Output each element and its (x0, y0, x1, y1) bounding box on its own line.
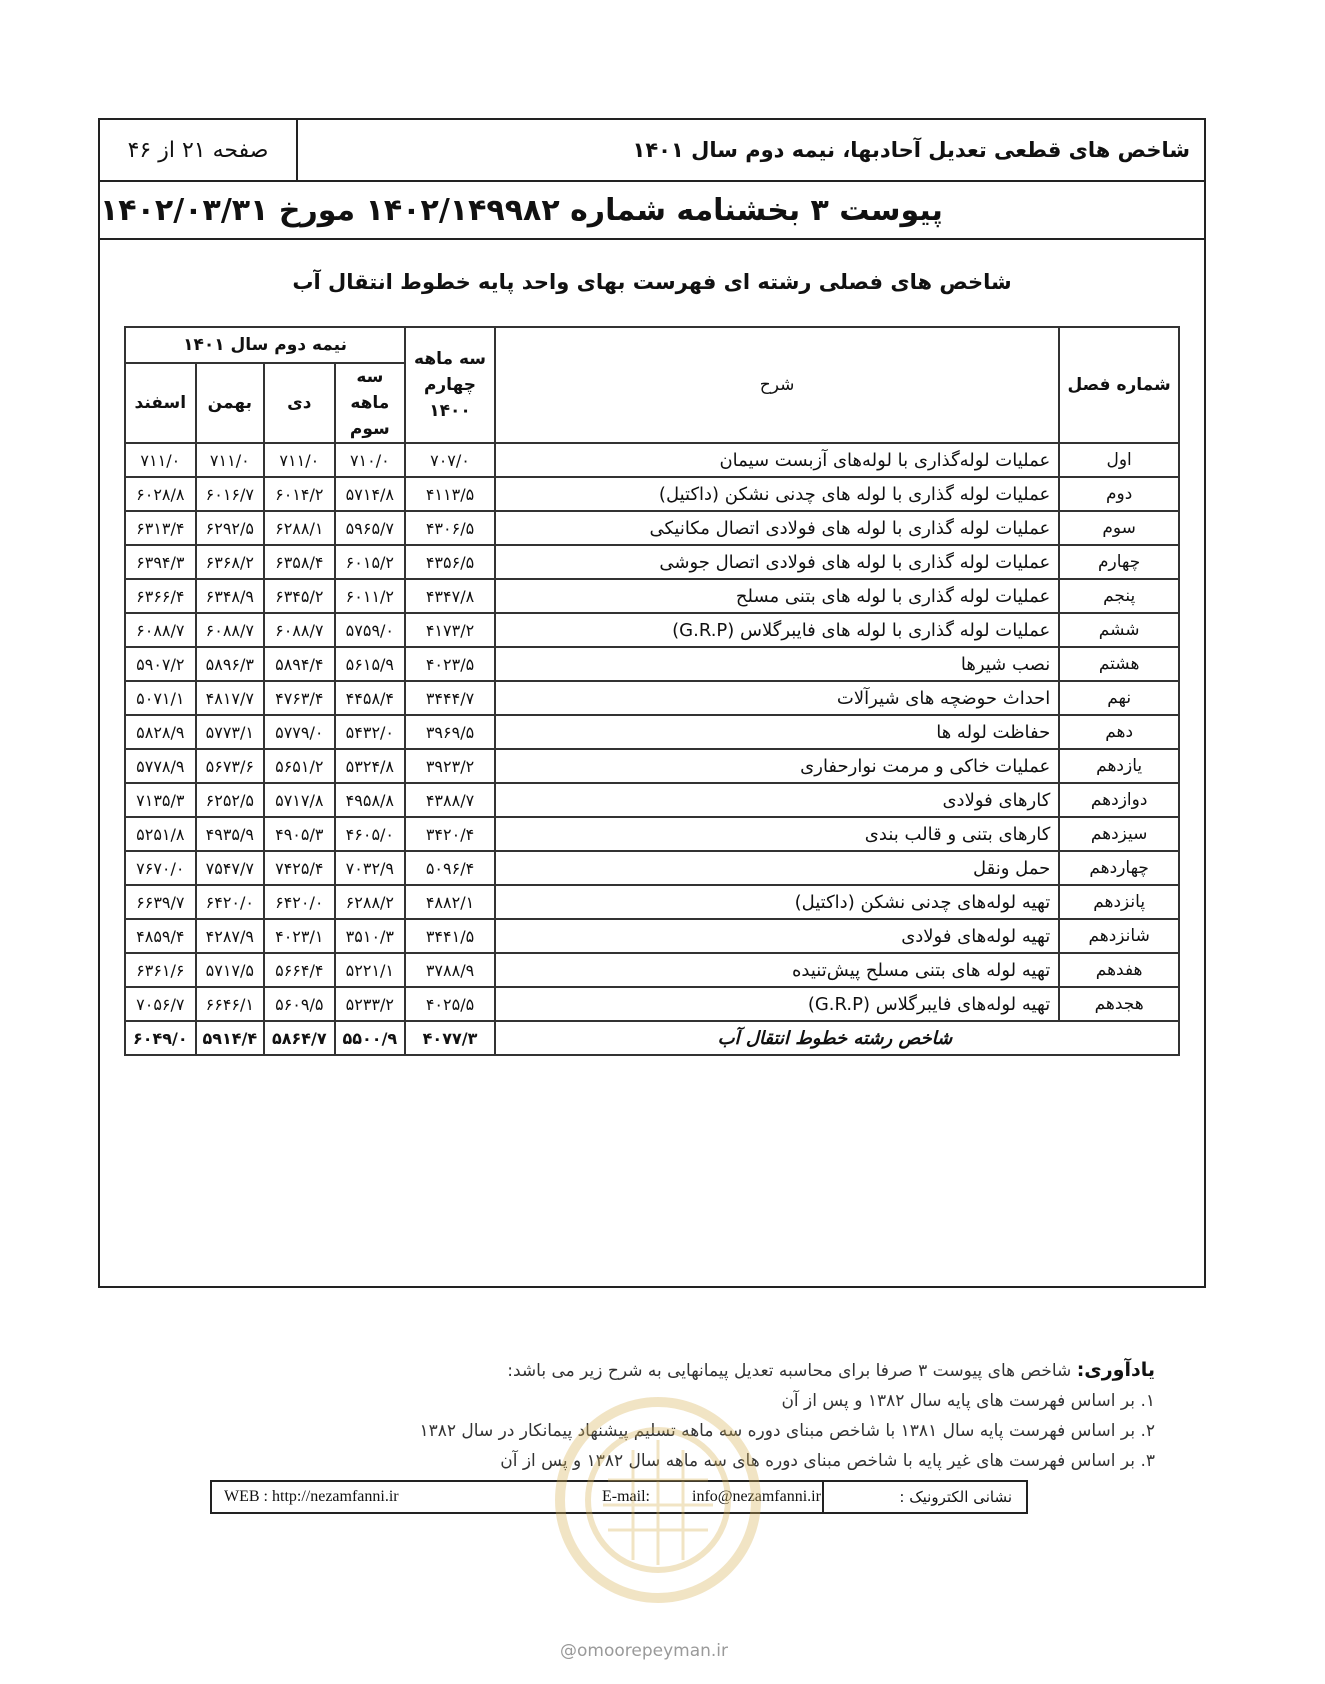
cell-desc: عملیات لوله گذاری با لوله های فولادی اتصال جوشی (495, 545, 1059, 579)
note-item: ۳. بر اساس فهرست های غیر پایه با شاخص مبنای دوره های سه ماهه سال ۱۳۸۲ و پس از آن (500, 1451, 1155, 1471)
table-row (125, 511, 1179, 545)
cell-bahman: ۶۲۹۲/۵ (196, 511, 264, 545)
cell-bahman: ۵۸۹۶/۳ (196, 647, 264, 681)
cell-dey: ۶۲۸۸/۱ (264, 511, 335, 545)
cell-dey: ۶۴۲۰/۰ (264, 885, 335, 919)
cell-bahman: ۶۲۵۲/۵ (196, 783, 264, 817)
cell-dey: ۵۷۷۹/۰ (264, 715, 335, 749)
cell-bahman: ۶۶۴۶/۱ (196, 987, 264, 1021)
index-table (124, 326, 1180, 1056)
cell-q4: ۴۳۰۶/۵ (405, 511, 495, 545)
col-q4-header: سه ماهه چهارم ۱۴۰۰ (405, 327, 495, 443)
cell-bahman: ۶۰۸۸/۷ (196, 613, 264, 647)
cell-dey: ۵۷۱۷/۸ (264, 783, 335, 817)
cell-desc: تهیه لوله‌های فولادی (495, 919, 1059, 953)
cell-bahman: ۴۲۸۷/۹ (196, 919, 264, 953)
cell-desc: عملیات لوله گذاری با لوله های چدنی نشکن (داکتیل) (495, 477, 1059, 511)
cell-q4: ۴۳۴۷/۸ (405, 579, 495, 613)
cell-desc: کارهای بتنی و قالب بندی (495, 817, 1059, 851)
cell-ch: شانزدهم (1059, 919, 1179, 953)
cell-esfand: ۶۳۱۳/۴ (125, 511, 196, 545)
cell-q3: ۵۶۱۵/۹ (335, 647, 406, 681)
contact-label: نشانی الکترونیک : (822, 1482, 1026, 1512)
cell-desc: عملیات خاکی و مرمت نوارحفاری (495, 749, 1059, 783)
cell-desc: حمل ونقل (495, 851, 1059, 885)
total-dey: ۵۸۶۴/۷ (264, 1021, 335, 1055)
cell-desc: عملیات لوله گذاری با لوله های فولادی اتصال مکانیکی (495, 511, 1059, 545)
table-row (125, 647, 1179, 681)
cell-desc: نصب شیرها (495, 647, 1059, 681)
cell-dey: ۵۸۹۴/۴ (264, 647, 335, 681)
cell-desc: تهیه لوله‌های فایبرگلاس (G.R.P) (495, 987, 1059, 1021)
cell-dey: ۷۴۲۵/۴ (264, 851, 335, 885)
table-body (125, 443, 1179, 1055)
cell-ch: اول (1059, 443, 1179, 477)
col-bahman-header: بهمن (196, 363, 264, 443)
cell-bahman: ۵۷۷۳/۱ (196, 715, 264, 749)
cell-ch: هشتم (1059, 647, 1179, 681)
cell-q4: ۴۰۲۳/۵ (405, 647, 495, 681)
watermark-logo-icon (548, 1380, 768, 1610)
table-row (125, 715, 1179, 749)
cell-q3: ۵۲۳۳/۲ (335, 987, 406, 1021)
cell-bahman: ۷۱۱/۰ (196, 443, 264, 477)
cell-esfand: ۶۳۶۱/۶ (125, 953, 196, 987)
cell-q3: ۷۰۳۲/۹ (335, 851, 406, 885)
cell-ch: هفدهم (1059, 953, 1179, 987)
cell-bahman: ۴۸۱۷/۷ (196, 681, 264, 715)
cell-ch: نهم (1059, 681, 1179, 715)
cell-desc: تهیه لوله‌های چدنی نشکن (داکتیل) (495, 885, 1059, 919)
col-chapter-header: شماره فصل (1059, 327, 1179, 443)
total-q4: ۴۰۷۷/۳ (405, 1021, 495, 1055)
cell-ch: پنجم (1059, 579, 1179, 613)
cell-esfand: ۵۲۵۱/۸ (125, 817, 196, 851)
cell-q4: ۴۱۷۳/۲ (405, 613, 495, 647)
total-label: شاخص رشته خطوط انتقال آب (495, 1021, 1179, 1055)
cell-q4: ۷۰۷/۰ (405, 443, 495, 477)
cell-ch: پانزدهم (1059, 885, 1179, 919)
cell-q4: ۳۴۲۰/۴ (405, 817, 495, 851)
cell-desc: کارهای فولادی (495, 783, 1059, 817)
cell-ch: دهم (1059, 715, 1179, 749)
cell-q3: ۵۲۲۱/۱ (335, 953, 406, 987)
cell-q3: ۴۴۵۸/۴ (335, 681, 406, 715)
cell-desc: تهیه لوله های بتنی مسلح پیش‌تنیده (495, 953, 1059, 987)
cell-ch: یازدهم (1059, 749, 1179, 783)
table-row (125, 953, 1179, 987)
group-header: نیمه دوم سال ۱۴۰۱ (125, 327, 405, 363)
cell-q4: ۳۷۸۸/۹ (405, 953, 495, 987)
cell-q3: ۶۲۸۸/۲ (335, 885, 406, 919)
cell-bahman: ۶۳۶۸/۲ (196, 545, 264, 579)
col-q3-header: سه ماهه سوم (335, 363, 406, 443)
table-row (125, 987, 1179, 1021)
cell-esfand: ۵۰۷۱/۱ (125, 681, 196, 715)
cell-esfand: ۷۱۳۵/۳ (125, 783, 196, 817)
cell-q4: ۳۴۴۴/۷ (405, 681, 495, 715)
cell-ch: چهاردهم (1059, 851, 1179, 885)
cell-desc: عملیات لوله‌گذاری با لوله‌های آزبست سیمان (495, 443, 1059, 477)
document-title: شاخص های قطعی تعدیل آحادبها، نیمه دوم سال ۱۴۰۱ (632, 138, 1190, 162)
cell-bahman: ۵۷۱۷/۵ (196, 953, 264, 987)
table-row (125, 817, 1179, 851)
cell-dey: ۴۹۰۵/۳ (264, 817, 335, 851)
document-frame (98, 118, 1206, 1288)
notes-intro: شاخص های پیوست ۳ صرفا برای محاسبه تعدیل پیمانهایی به شرح زیر می باشد: (507, 1361, 1072, 1381)
cell-ch: سوم (1059, 511, 1179, 545)
cell-dey: ۴۰۲۳/۱ (264, 919, 335, 953)
cell-q3: ۷۱۰/۰ (335, 443, 406, 477)
cell-dey: ۴۷۶۳/۴ (264, 681, 335, 715)
cell-dey: ۶۳۴۵/۲ (264, 579, 335, 613)
table-row (125, 579, 1179, 613)
email-label: E-mail: (602, 1488, 650, 1505)
cell-ch: چهارم (1059, 545, 1179, 579)
note-item: ۱. بر اساس فهرست های پایه سال ۱۳۸۲ و پس از آن (781, 1391, 1155, 1411)
cell-bahman: ۶۴۲۰/۰ (196, 885, 264, 919)
cell-ch: سیزدهم (1059, 817, 1179, 851)
table-row (125, 613, 1179, 647)
cell-q3: ۶۰۱۱/۲ (335, 579, 406, 613)
table-row (125, 477, 1179, 511)
cell-esfand: ۷۰۵۶/۷ (125, 987, 196, 1021)
cell-q4: ۳۴۴۱/۵ (405, 919, 495, 953)
cell-q3: ۳۵۱۰/۳ (335, 919, 406, 953)
cell-esfand: ۶۰۲۸/۸ (125, 477, 196, 511)
web-address[interactable]: WEB : http://nezamfanni.ir (224, 1488, 399, 1505)
cell-esfand: ۶۰۸۸/۷ (125, 613, 196, 647)
cell-q3: ۵۷۱۴/۸ (335, 477, 406, 511)
cell-q3: ۵۷۵۹/۰ (335, 613, 406, 647)
cell-desc: احداث حوضچه های شیرآلات (495, 681, 1059, 715)
cell-dey: ۵۶۰۹/۵ (264, 987, 335, 1021)
cell-q4: ۵۰۹۶/۴ (405, 851, 495, 885)
cell-q4: ۴۳۸۸/۷ (405, 783, 495, 817)
annex-title-row (100, 182, 1204, 240)
cell-esfand: ۵۷۷۸/۹ (125, 749, 196, 783)
notes-lead: یادآوری: (1076, 1359, 1155, 1381)
col-desc-header: شرح (495, 327, 1059, 443)
table-row (125, 443, 1179, 477)
cell-q4: ۳۹۲۳/۲ (405, 749, 495, 783)
cell-dey: ۶۰۱۴/۲ (264, 477, 335, 511)
cell-dey: ۶۳۵۸/۴ (264, 545, 335, 579)
table-row (125, 885, 1179, 919)
note-item: ۲. بر اساس فهرست پایه سال ۱۳۸۱ با شاخص مبنای دوره سه ماهه تسلیم پیشنهاد پیمانکار در سال ۱۳۸۲ (419, 1421, 1155, 1441)
total-row (125, 1021, 1179, 1055)
cell-esfand: ۴۸۵۹/۴ (125, 919, 196, 953)
col-dey-header: دی (264, 363, 335, 443)
col-esfand-header: اسفند (125, 363, 196, 443)
cell-q4: ۴۰۲۵/۵ (405, 987, 495, 1021)
cell-esfand: ۵۸۲۸/۹ (125, 715, 196, 749)
cell-bahman: ۶۳۴۸/۹ (196, 579, 264, 613)
cell-esfand: ۷۶۷۰/۰ (125, 851, 196, 885)
cell-bahman: ۴۹۳۵/۹ (196, 817, 264, 851)
cell-ch: دوازدهم (1059, 783, 1179, 817)
cell-ch: هجدهم (1059, 987, 1179, 1021)
cell-q3: ۶۰۱۵/۲ (335, 545, 406, 579)
annex-title: پیوست ۳ بخشنامه شماره ۱۴۰۲/۱۴۹۹۸۲ مورخ ۱۴۰۲/۰۳/۳۱ (100, 192, 943, 228)
email-address[interactable]: info@nezamfanni.ir (692, 1488, 821, 1505)
cell-esfand: ۶۳۹۴/۳ (125, 545, 196, 579)
cell-esfand: ۷۱۱/۰ (125, 443, 196, 477)
cell-bahman: ۵۶۷۳/۶ (196, 749, 264, 783)
cell-q3: ۵۴۳۲/۰ (335, 715, 406, 749)
header-row (100, 120, 1204, 182)
table-row (125, 783, 1179, 817)
cell-ch: دوم (1059, 477, 1179, 511)
cell-esfand: ۵۹۰۷/۲ (125, 647, 196, 681)
cell-dey: ۷۱۱/۰ (264, 443, 335, 477)
table-row (125, 919, 1179, 953)
cell-q3: ۴۶۰۵/۰ (335, 817, 406, 851)
cell-desc: حفاظت لوله ها (495, 715, 1059, 749)
page-number: صفحه ۲۱ از ۴۶ (100, 120, 298, 180)
cell-q3: ۵۹۶۵/۷ (335, 511, 406, 545)
cell-q3: ۴۹۵۸/۸ (335, 783, 406, 817)
section-title: شاخص های فصلی رشته ای فهرست بهای واحد پایه خطوط انتقال آب (292, 270, 1012, 294)
cell-q3: ۵۳۲۴/۸ (335, 749, 406, 783)
table-row (125, 545, 1179, 579)
cell-desc: عملیات لوله گذاری با لوله های بتنی مسلح (495, 579, 1059, 613)
cell-bahman: ۷۵۴۷/۷ (196, 851, 264, 885)
table-row (125, 851, 1179, 885)
cell-desc: عملیات لوله گذاری با لوله های فایبرگلاس (G.R.P) (495, 613, 1059, 647)
table-row (125, 681, 1179, 715)
total-bahman: ۵۹۱۴/۴ (196, 1021, 264, 1055)
cell-dey: ۵۶۶۴/۴ (264, 953, 335, 987)
cell-ch: ششم (1059, 613, 1179, 647)
cell-q4: ۴۱۱۳/۵ (405, 477, 495, 511)
total-q3: ۵۵۰۰/۹ (335, 1021, 406, 1055)
watermark-text: @omoorepeyman.ir (560, 1641, 729, 1661)
cell-esfand: ۶۳۶۶/۴ (125, 579, 196, 613)
cell-esfand: ۶۶۳۹/۷ (125, 885, 196, 919)
cell-q4: ۳۹۶۹/۵ (405, 715, 495, 749)
cell-q4: ۴۳۵۶/۵ (405, 545, 495, 579)
cell-dey: ۵۶۵۱/۲ (264, 749, 335, 783)
cell-dey: ۶۰۸۸/۷ (264, 613, 335, 647)
cell-q4: ۴۸۸۲/۱ (405, 885, 495, 919)
total-esfand: ۶۰۴۹/۰ (125, 1021, 196, 1055)
table-row (125, 749, 1179, 783)
cell-bahman: ۶۰۱۶/۷ (196, 477, 264, 511)
